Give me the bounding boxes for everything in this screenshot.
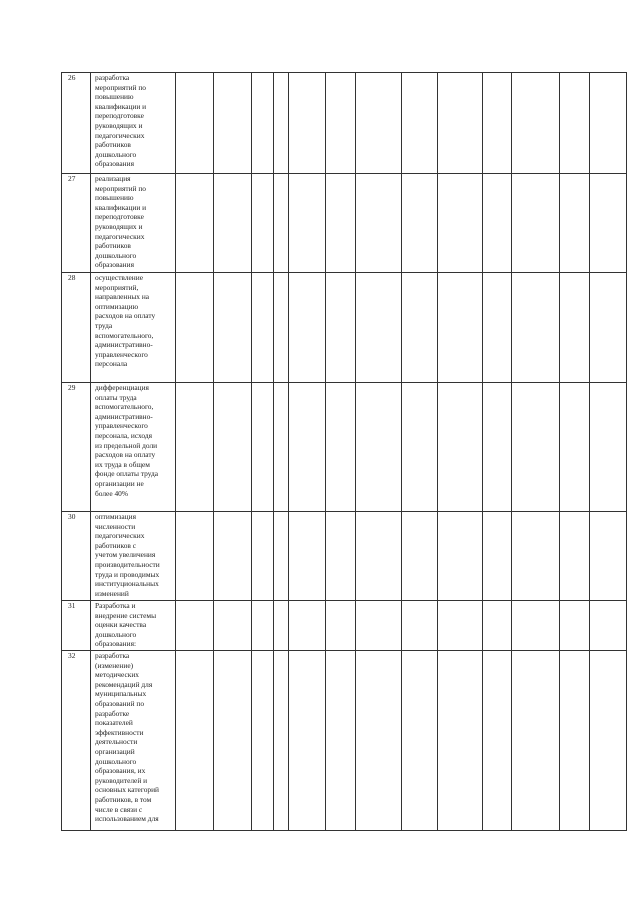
empty-cell: [214, 512, 252, 601]
empty-cell: [252, 651, 274, 831]
empty-cell: [512, 73, 560, 174]
empty-cell: [252, 174, 274, 273]
empty-cell: [356, 601, 402, 651]
empty-cell: [176, 174, 214, 273]
empty-cell: [590, 512, 627, 601]
empty-cell: [402, 273, 438, 383]
empty-cell: [274, 174, 289, 273]
row-number: 28: [62, 273, 91, 383]
empty-cell: [438, 512, 483, 601]
empty-cell: [356, 383, 402, 512]
empty-cell: [176, 512, 214, 601]
empty-cell: [176, 383, 214, 512]
empty-cell: [590, 73, 627, 174]
row-description: дифференциация оплаты труда вспомогательного, административно- управленческого персонала, исходя из предельной доли расходов на оплату их труда в общем фонде оплаты труда организации не более 40%: [91, 383, 176, 512]
table-row: [62, 273, 627, 383]
empty-cell: [483, 601, 512, 651]
empty-cell: [252, 601, 274, 651]
empty-cell: [252, 383, 274, 512]
empty-cell: [483, 174, 512, 273]
empty-cell: [214, 174, 252, 273]
empty-cell: [438, 651, 483, 831]
empty-cell: [274, 601, 289, 651]
row-number: 29: [62, 383, 91, 512]
empty-cell: [402, 73, 438, 174]
empty-cell: [590, 383, 627, 512]
empty-cell: [326, 174, 356, 273]
empty-cell: [176, 73, 214, 174]
empty-cell: [560, 512, 590, 601]
empty-cell: [289, 512, 326, 601]
row-number: 32: [62, 651, 91, 831]
row-description: Разработка и внедрение системы оценки качества дошкольного образования:: [91, 601, 176, 651]
table-row: [62, 174, 627, 273]
empty-cell: [483, 73, 512, 174]
empty-cell: [176, 651, 214, 831]
empty-cell: [326, 601, 356, 651]
empty-cell: [356, 273, 402, 383]
table-row: [62, 383, 627, 512]
empty-cell: [214, 73, 252, 174]
row-description: осуществление мероприятий, направленных на оптимизацию расходов на оплату труда вспомогательного, административно- управленческого персонала: [91, 273, 176, 383]
empty-cell: [560, 383, 590, 512]
empty-cell: [289, 651, 326, 831]
empty-cell: [483, 512, 512, 601]
table-row: [62, 512, 627, 601]
empty-cell: [402, 174, 438, 273]
row-number: 30: [62, 512, 91, 601]
row-number: 31: [62, 601, 91, 651]
empty-cell: [560, 73, 590, 174]
empty-cell: [402, 601, 438, 651]
empty-cell: [326, 73, 356, 174]
row-description: реализация мероприятий по повышению квалификации и переподготовке руководящих и педагогических работников дошкольного образования: [91, 174, 176, 273]
empty-cell: [560, 174, 590, 273]
empty-cell: [512, 383, 560, 512]
table-row: [62, 651, 627, 831]
empty-cell: [326, 273, 356, 383]
empty-cell: [274, 651, 289, 831]
empty-cell: [438, 273, 483, 383]
table-row: [62, 73, 627, 174]
empty-cell: [590, 651, 627, 831]
empty-cell: [438, 383, 483, 512]
row-description: разработка мероприятий по повышению квалификации и переподготовке руководящих и педагогических работников дошкольного образования: [91, 73, 176, 174]
empty-cell: [252, 73, 274, 174]
empty-cell: [438, 174, 483, 273]
empty-cell: [356, 73, 402, 174]
empty-cell: [252, 512, 274, 601]
empty-cell: [438, 601, 483, 651]
empty-cell: [356, 174, 402, 273]
empty-cell: [289, 273, 326, 383]
empty-cell: [560, 651, 590, 831]
empty-cell: [512, 512, 560, 601]
empty-cell: [274, 383, 289, 512]
empty-cell: [326, 651, 356, 831]
empty-cell: [289, 601, 326, 651]
empty-cell: [214, 383, 252, 512]
empty-cell: [214, 273, 252, 383]
empty-cell: [402, 651, 438, 831]
empty-cell: [590, 601, 627, 651]
empty-cell: [590, 174, 627, 273]
empty-cell: [560, 601, 590, 651]
empty-cell: [289, 174, 326, 273]
empty-cell: [512, 273, 560, 383]
empty-cell: [483, 383, 512, 512]
empty-cell: [512, 601, 560, 651]
empty-cell: [214, 651, 252, 831]
empty-cell: [274, 273, 289, 383]
empty-cell: [512, 651, 560, 831]
empty-cell: [438, 73, 483, 174]
empty-cell: [326, 383, 356, 512]
row-description: разработка (изменение) методических рекомендаций для муниципальных образований по разработке показателей эффективности деятельности организаций дошкольного образования, их руководителей и основных категорий работников, в том числе в связи с использованием для: [91, 651, 176, 831]
empty-cell: [356, 512, 402, 601]
empty-cell: [590, 273, 627, 383]
empty-cell: [214, 601, 252, 651]
empty-cell: [483, 273, 512, 383]
empty-cell: [289, 73, 326, 174]
empty-cell: [560, 273, 590, 383]
empty-cell: [402, 383, 438, 512]
table-row: [62, 601, 627, 651]
row-number: 27: [62, 174, 91, 273]
empty-cell: [483, 651, 512, 831]
row-number: 26: [62, 73, 91, 174]
empty-cell: [176, 273, 214, 383]
empty-cell: [326, 512, 356, 601]
empty-cell: [356, 651, 402, 831]
empty-cell: [402, 512, 438, 601]
empty-cell: [274, 512, 289, 601]
empty-cell: [176, 601, 214, 651]
document-table: [61, 72, 627, 831]
empty-cell: [512, 174, 560, 273]
row-description: оптимизация численности педагогических работников с учетом увеличения производительности труда и проводимых институциональных изменений: [91, 512, 176, 601]
empty-cell: [252, 273, 274, 383]
empty-cell: [289, 383, 326, 512]
empty-cell: [274, 73, 289, 174]
